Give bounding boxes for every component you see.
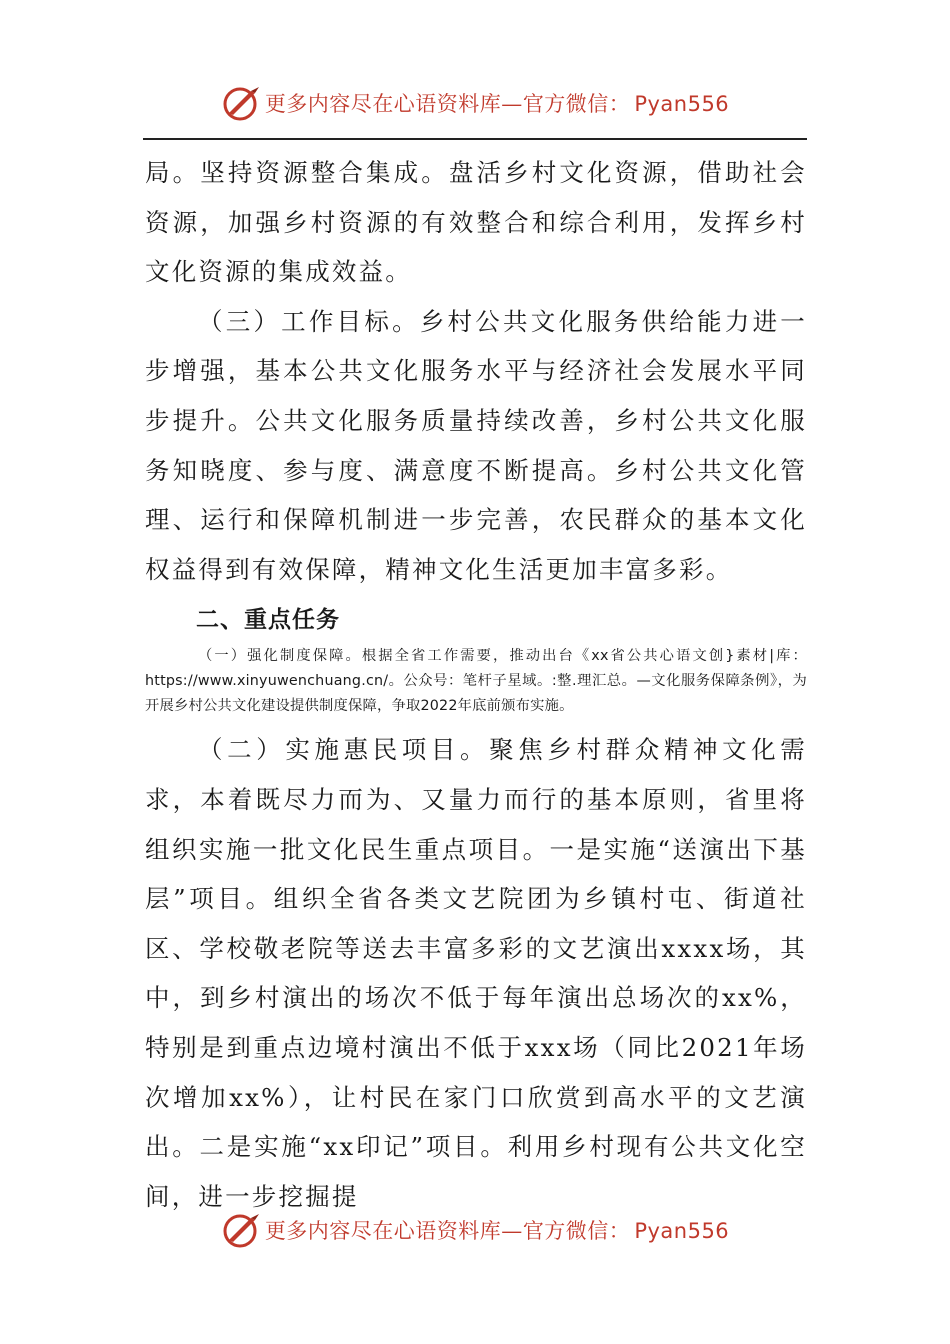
header-divider [143, 138, 807, 140]
paragraph-1: 局。坚持资源整合集成。盘活乡村文化资源，借助社会资源，加强乡村资源的有效整合和综合利用，发挥乡村文化资源的集成效益。 [145, 158, 807, 287]
footer-banner [0, 1207, 950, 1253]
document-body [145, 148, 807, 1221]
header-banner-text: 更多内容尽在心语资料库—官方微信： Pyan556 [264, 92, 730, 116]
paragraph-work-goals: （三）工作目标。乡村公共文化服务供给能力进一步增强，基本公共文化服务水平与经济社会发展水平同步提升。公共文化服务质量持续改善，乡村公共文化服务知晓度、参与度、满意度不断提高。乡村公共文化管理、运行和保障机制进一步完善，农民群众的基本文化权益得到有效保障，精神文化生活更加丰富多彩。 [145, 306, 807, 584]
paragraph-benefit-projects: （二）实施惠民项目。聚焦乡村群众精神文化需求，本着既尽力而为、又量力而行的基本原则，省里将组织实施一批文化民生重点项目。一是实施“送演出下基层”项目。组织全省各类文艺院团为乡镇村屯、街道社区、学校敬老院等送去丰富多彩的文艺演出xxxx场，其中，到乡村演出的场次不低于每年演出总场次的xx%，特别是到重点边境村演出不低于xxx场（同比2021年场次增加xx%），让村民在家门口欣赏到高水平的文艺演出。二是实施“xx印记”项目。利用乡村现有公共文化空间，进一步挖掘提 [145, 735, 807, 1211]
quill-logo-icon [221, 1210, 261, 1250]
quill-logo-icon [221, 83, 261, 123]
paragraph-system-guarantee: （一）强化制度保障。根据全省工作需要，推动出台《xx省公共心语文创}素材|库：https://www.xinyuwenchuang.cn/。公众号：笔杆子星域。:整.理汇总。—文化服务保障条例》，为开展乡村公共文化建设提供制度保障，争取2022年底前颁布实施。 [145, 648, 807, 715]
section-heading: 二、重点任务 [196, 607, 340, 634]
footer-banner-text: 更多内容尽在心语资料库—官方微信： Pyan556 [264, 1219, 730, 1243]
header-banner [0, 80, 950, 126]
